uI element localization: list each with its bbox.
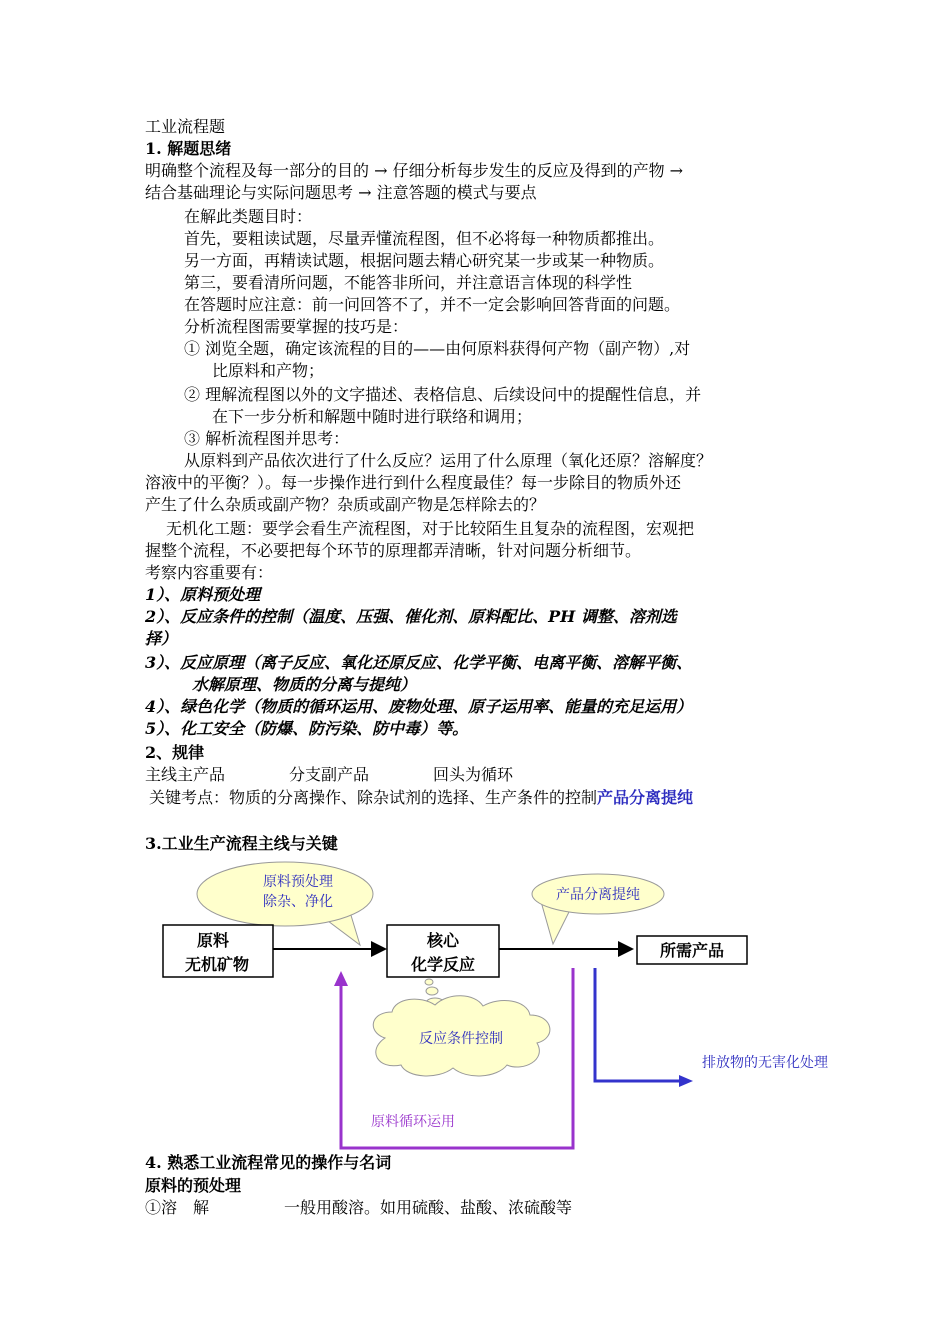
raw-material-label-2: 无机矿物 bbox=[184, 955, 250, 974]
recycle-label: 原料循环运用 bbox=[371, 1114, 455, 1130]
paragraph: 另一方面，再精读试题，根据问题去精心研究某一步或某一种物质。 bbox=[184, 251, 665, 270]
raw-material-label-1: 原料 bbox=[196, 931, 230, 950]
flow-line-2: 结合基础理论与实际问题思考 → 注意答题的模式与要点 bbox=[145, 183, 537, 202]
exam-item-2-cont: 择） bbox=[145, 629, 178, 648]
paragraph: 在解此类题目时： bbox=[184, 207, 313, 226]
product-label: 所需产品 bbox=[659, 941, 725, 960]
separation-bubble bbox=[532, 874, 664, 944]
paragraph: 在答题时应注意：前一问回答不了，并不一定会影响回答背面的问题。 bbox=[184, 295, 681, 314]
process-flow-diagram bbox=[145, 860, 865, 1160]
paragraph: 第三，要看清所问题，不能答非所问，并注意语言体现的科学性 bbox=[184, 273, 633, 292]
rule-loop: 回头为循环 bbox=[433, 765, 514, 784]
rule-main: 主线主产品 bbox=[145, 765, 226, 784]
tip-2: ② 理解流程图以外的文字描述、表格信息、后续设问中的提醒性信息，并 bbox=[184, 385, 702, 404]
section4-subheading: 原料的预处理 bbox=[145, 1176, 242, 1195]
pretreatment-label-1: 原料预处理 bbox=[263, 874, 333, 890]
core-reaction-box bbox=[387, 925, 499, 977]
condition-control-cloud bbox=[373, 996, 550, 1076]
section1-heading: 1. 解题思绪 bbox=[145, 139, 232, 158]
tip-1: ① 浏览全题，确定该流程的目的——由何原料获得何产物（副产物）,对 bbox=[184, 339, 691, 358]
inorganic-line: 握整个流程，不必要把每个环节的原理都弄清晰，针对问题分析细节。 bbox=[145, 541, 642, 560]
waste-branch bbox=[595, 968, 828, 1087]
rule-branch: 分支副产品 bbox=[289, 765, 370, 784]
page-title: 工业流程题 bbox=[145, 117, 226, 136]
separation-label: 产品分离提纯 bbox=[556, 887, 640, 903]
key-points-text: 关键考点：物质的分离操作、除杂试剂的选择、生产条件的控制 bbox=[149, 788, 598, 807]
key-points bbox=[149, 787, 693, 809]
question-line: 产生了什么杂质或副产物？杂质或副产物是怎样除去的？ bbox=[145, 495, 546, 514]
tip-3: ③ 解析流程图并思考： bbox=[184, 429, 350, 448]
question-line: 从原料到产品依次进行了什么反应？运用了什么原理（氧化还原？溶解度？ bbox=[184, 451, 713, 470]
operation-item bbox=[145, 1197, 209, 1219]
product-box bbox=[637, 936, 747, 964]
condition-control-label: 反应条件控制 bbox=[419, 1031, 503, 1047]
tip-2-cont: 在下一步分析和解题中随时进行联络和调用； bbox=[212, 407, 533, 426]
tip-1-cont: 比原料和产物； bbox=[212, 361, 325, 380]
section2-heading: 2、规律 bbox=[145, 743, 205, 762]
operation-desc: 一般用酸溶。如用硫酸、盐酸、浓硫酸等 bbox=[284, 1198, 573, 1217]
exam-intro: 考察内容重要有： bbox=[145, 563, 274, 582]
exam-item-5: 5）、化工安全（防爆、防污染、防中毒）等。 bbox=[145, 719, 469, 738]
exam-item-2: 2）、反应条件的控制（温度、压强、催化剂、原料配比、PH 调整、溶剂选 bbox=[145, 607, 677, 626]
paragraph: 分析流程图需要掌握的技巧是： bbox=[184, 317, 409, 336]
exam-item-1: 1）、原料预处理 bbox=[145, 585, 261, 604]
question-line: 溶液中的平衡？）。每一步操作进行到什么程度最佳？每一步除目的物质外还 bbox=[145, 473, 682, 492]
raw-material-box bbox=[163, 925, 273, 977]
inorganic-line: 无机化工题：要学会看生产流程图，对于比较陌生且复杂的流程图，宏观把 bbox=[166, 519, 695, 538]
section4-heading: 4. 熟悉工业流程常见的操作与名词 bbox=[145, 1153, 392, 1172]
waste-label: 排放物的无害化处理 bbox=[702, 1055, 828, 1071]
paragraph: 首先，要粗读试题，尽量弄懂流程图，但不必将每一种物质都推出。 bbox=[184, 229, 665, 248]
key-points-highlight: 产品分离提纯 bbox=[597, 788, 694, 807]
section3-heading: 3.工业生产流程主线与关键 bbox=[145, 834, 338, 853]
core-label-1: 核心 bbox=[426, 931, 460, 950]
pretreatment-label-2: 除杂、净化 bbox=[263, 894, 333, 910]
core-label-2: 化学反应 bbox=[410, 955, 476, 974]
exam-item-3-cont: 水解原理、物质的分离与提纯） bbox=[192, 675, 417, 694]
exam-item-3: 3）、反应原理（离子反应、氧化还原反应、化学平衡、电离平衡、溶解平衡、 bbox=[145, 653, 693, 672]
operation-label: ①溶 解 bbox=[145, 1198, 210, 1217]
flow-line-1: 明确整个流程及每一部分的目的 → 仔细分析每步发生的反应及得到的产物 → bbox=[145, 161, 684, 180]
exam-item-4: 4）、绿色化学（物质的循环运用、废物处理、原子运用率、能量的充足运用） bbox=[145, 697, 693, 716]
